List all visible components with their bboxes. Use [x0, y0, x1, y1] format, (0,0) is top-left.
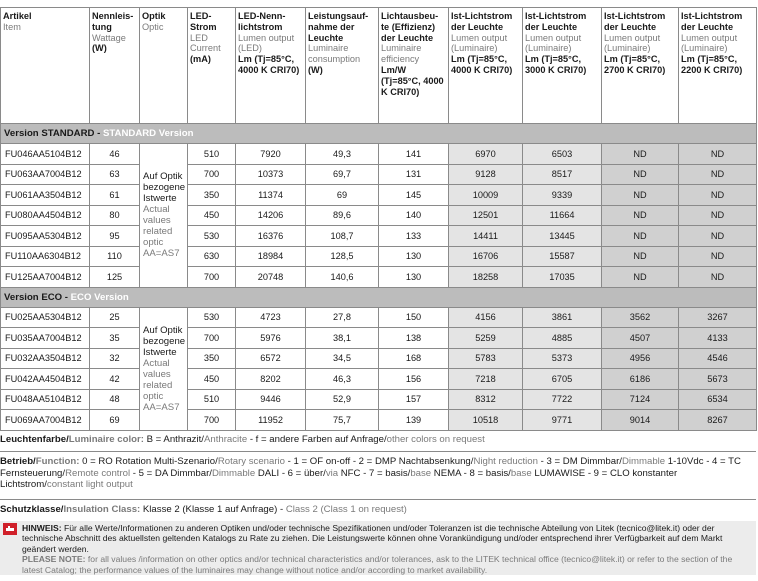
wattage: 110: [90, 246, 140, 267]
function-part-en: Night reduction: [473, 456, 538, 467]
lumen-led: 10373: [236, 164, 306, 185]
column-header: [523, 8, 602, 124]
led-current: 700: [188, 410, 236, 431]
lumen-2700k: ND: [602, 226, 679, 247]
spec-table: [0, 7, 757, 431]
color-text-en: Anthracite: [203, 434, 248, 445]
wattage: 95: [90, 226, 140, 247]
lumen-2200k: 3267: [679, 307, 757, 328]
lumen-2700k: 6186: [602, 369, 679, 390]
column-header: [379, 8, 449, 124]
version-label-en: STANDARD Version: [102, 128, 194, 139]
lumen-3000k: 6503: [523, 144, 602, 165]
table-row: [1, 164, 757, 185]
version-row: [1, 287, 757, 307]
consumption: 140,6: [306, 267, 379, 288]
lumen-2700k: 4956: [602, 348, 679, 369]
column-header-en: Optic: [142, 21, 164, 32]
efficiency: 157: [379, 389, 449, 410]
spec-table-header: [1, 8, 757, 124]
lumen-2200k: ND: [679, 185, 757, 206]
item-code: FU035AA7004B12: [1, 328, 90, 349]
table-row: [1, 185, 757, 206]
column-header-de: LED-Nenn-lichtstrom: [238, 11, 286, 32]
item-code: FU080AA4504B12: [1, 205, 90, 226]
lumen-led: 11952: [236, 410, 306, 431]
notes-divider: [0, 451, 756, 452]
column-header-en: Lumen output (LED): [238, 32, 295, 54]
column-header-en: Lumen output (Luminaire): [604, 32, 661, 54]
color-text2-en: other colors on request: [386, 434, 485, 445]
lumen-2200k: 6534: [679, 389, 757, 410]
lumen-3000k: 9771: [523, 410, 602, 431]
function-part-en: via: [325, 467, 339, 479]
color-text2-de: - f = andere Farben auf Anfrage/: [247, 434, 387, 445]
efficiency: 138: [379, 328, 449, 349]
note-luminaire-color: [0, 434, 756, 446]
function-part-de: - 3 = DM Dimmbar/: [537, 456, 622, 467]
hint-label-de: HINWEIS:: [22, 523, 62, 533]
efficiency: 150: [379, 307, 449, 328]
note-insulation: [0, 504, 756, 516]
column-header-de: Optik: [142, 11, 166, 21]
optic-note: [140, 307, 188, 430]
spec-table-body: [1, 124, 757, 431]
function-part-en: Remote control: [65, 467, 131, 479]
lumen-3000k: 8517: [523, 164, 602, 185]
color-text-de: B = Anthrazit/: [143, 434, 204, 445]
lumen-4000k: 6970: [449, 144, 523, 165]
version-label-sep: -: [94, 128, 103, 139]
hint-box: [0, 521, 756, 575]
led-current: 530: [188, 226, 236, 247]
column-header-unit: (W): [92, 43, 107, 54]
lumen-led: 4723: [236, 307, 306, 328]
led-current: 350: [188, 185, 236, 206]
led-current: 700: [188, 267, 236, 288]
item-code: FU095AA5304B12: [1, 226, 90, 247]
optic-note-de: Auf Optik bezogene Istwerte: [143, 171, 186, 205]
column-header: [140, 8, 188, 124]
wattage: 61: [90, 185, 140, 206]
column-header-unit: Lm (Tj=85°C, 4000 K CRI70): [238, 54, 300, 75]
lumen-4000k: 7218: [449, 369, 523, 390]
lumen-2200k: ND: [679, 226, 757, 247]
wattage: 42: [90, 369, 140, 390]
item-code: FU025AA5304B12: [1, 307, 90, 328]
wattage: 25: [90, 307, 140, 328]
column-header: [90, 8, 140, 124]
lumen-4000k: 10009: [449, 185, 523, 206]
column-header-de: Artikel: [3, 11, 32, 21]
lumen-2700k: ND: [602, 267, 679, 288]
efficiency: 141: [379, 144, 449, 165]
consumption: 108,7: [306, 226, 379, 247]
column-header-en: Lumen output (Luminaire): [451, 32, 508, 54]
function-part-de: 0 = RO Rotation Multi-Szenario/: [82, 456, 218, 467]
lumen-4000k: 16706: [449, 246, 523, 267]
column-header-en: Wattage: [92, 32, 126, 43]
insulation-label-de: Schutzklasse/: [0, 504, 64, 515]
lumen-4000k: 10518: [449, 410, 523, 431]
lumen-2200k: 8267: [679, 410, 757, 431]
item-code: FU063AA7004B12: [1, 164, 90, 185]
header-row: [1, 8, 757, 124]
table-row: [1, 246, 757, 267]
wattage: 32: [90, 348, 140, 369]
item-code: FU046AA5104B12: [1, 144, 90, 165]
lumen-3000k: 6705: [523, 369, 602, 390]
function-part-de: NEMA - 8 = basis/: [431, 467, 511, 479]
led-current: 450: [188, 205, 236, 226]
table-row: [1, 267, 757, 288]
column-header-de: Leistungsauf-nahme der Leuchte: [308, 11, 369, 43]
led-current: 700: [188, 328, 236, 349]
efficiency: 139: [379, 410, 449, 431]
lumen-3000k: 17035: [523, 267, 602, 288]
function-part-en: Dimmable: [211, 467, 256, 479]
optic-note: [140, 144, 188, 288]
led-current: 530: [188, 307, 236, 328]
lumen-led: 7920: [236, 144, 306, 165]
consumption: 89,6: [306, 205, 379, 226]
version-label: [1, 124, 757, 144]
lumen-2700k: 9014: [602, 410, 679, 431]
lumen-3000k: 7722: [523, 389, 602, 410]
version-label-de: Version ECO: [4, 291, 63, 303]
wattage: 125: [90, 267, 140, 288]
lumen-led: 8202: [236, 369, 306, 390]
efficiency: 133: [379, 226, 449, 247]
column-header-de: LED-Strom: [190, 11, 217, 32]
column-header: [602, 8, 679, 124]
consumption: 75,7: [306, 410, 379, 431]
table-row: [1, 389, 757, 410]
version-label-de: Version STANDARD: [4, 128, 95, 139]
lumen-led: 11374: [236, 185, 306, 206]
function-label-de: Betrieb/: [0, 456, 36, 467]
function-part-en: base: [510, 467, 532, 479]
led-current: 350: [188, 348, 236, 369]
version-row: [1, 124, 757, 144]
version-label-sep: -: [62, 291, 71, 303]
lumen-2200k: ND: [679, 205, 757, 226]
version-label-en: ECO Version: [70, 291, 129, 303]
item-code: FU069AA7004B12: [1, 410, 90, 431]
table-row: [1, 328, 757, 349]
lumen-3000k: 3861: [523, 307, 602, 328]
consumption: 69: [306, 185, 379, 206]
lumen-2200k: ND: [679, 267, 757, 288]
optic-note-en: Actual values related optic AA=AS7: [143, 204, 180, 260]
warning-hand-icon: [3, 523, 17, 535]
lumen-led: 9446: [236, 389, 306, 410]
led-current: 450: [188, 369, 236, 390]
column-header: [449, 8, 523, 124]
consumption: 27,8: [306, 307, 379, 328]
function-part-de: NFC - 7 = basis/: [338, 467, 411, 479]
consumption: 34,5: [306, 348, 379, 369]
column-header-de: Ist-Lichtstrom der Leuchte: [604, 11, 666, 32]
efficiency: 130: [379, 267, 449, 288]
lumen-2200k: ND: [679, 164, 757, 185]
column-header-de: Ist-Lichtstrom der Leuchte: [451, 11, 513, 32]
lumen-2200k: 5673: [679, 369, 757, 390]
column-header-de: Ist-Lichtstrom der Leuchte: [681, 11, 743, 32]
lumen-3000k: 5373: [523, 348, 602, 369]
wattage: 48: [90, 389, 140, 410]
lumen-4000k: 4156: [449, 307, 523, 328]
lumen-2700k: ND: [602, 185, 679, 206]
table-row: [1, 369, 757, 390]
insulation-text-de: Klasse 2 (Klasse 1 auf Anfrage) -: [140, 504, 286, 515]
lumen-2700k: ND: [602, 246, 679, 267]
column-header-unit: Lm (Tj=85°C, 3000 K CRI70): [525, 54, 587, 75]
color-label-en: Luminaire color:: [68, 434, 144, 445]
notes-divider: [0, 430, 756, 431]
table-row: [1, 410, 757, 431]
optic-note-en: Actual values related optic AA=AS7: [143, 357, 180, 413]
consumption: 52,9: [306, 389, 379, 410]
lumen-2200k: ND: [679, 144, 757, 165]
led-current: 510: [188, 389, 236, 410]
function-part-de: DALI - 6 = über/: [255, 467, 326, 479]
column-header: [679, 8, 757, 124]
column-header-en: Luminaire efficiency: [381, 43, 422, 65]
lumen-4000k: 5259: [449, 328, 523, 349]
item-code: FU048AA5104B12: [1, 389, 90, 410]
column-header: [1, 8, 90, 124]
led-current: 510: [188, 144, 236, 165]
lumen-led: 18984: [236, 246, 306, 267]
efficiency: 131: [379, 164, 449, 185]
column-header-en: Luminaire consumption: [308, 43, 361, 65]
column-header-de: Ist-Lichtstrom der Leuchte: [525, 11, 587, 32]
color-label-de: Leuchtenfarbe/: [0, 434, 69, 445]
lumen-4000k: 12501: [449, 205, 523, 226]
lumen-2700k: ND: [602, 144, 679, 165]
lumen-2700k: 4507: [602, 328, 679, 349]
column-header: [306, 8, 379, 124]
lumen-2700k: 7124: [602, 389, 679, 410]
column-header-unit: Lm (Tj=85°C, 2200 K CRI70): [681, 54, 743, 75]
consumption: 49,3: [306, 144, 379, 165]
insulation-text-en: Class 2 (Class 1 on request): [285, 504, 407, 515]
hint-label-en: PLEASE NOTE:: [22, 554, 86, 565]
wattage: 35: [90, 328, 140, 349]
consumption: 38,1: [306, 328, 379, 349]
column-header-unit: Lm (Tj=85°C, 2700 K CRI70): [604, 54, 666, 75]
function-part-de: 1-10Vdc - 4 = TC Fernsteuerung/: [0, 456, 741, 479]
column-header: [188, 8, 236, 124]
column-header-en: Lumen output (Luminaire): [681, 32, 738, 54]
item-code: FU032AA3504B12: [1, 348, 90, 369]
column-header-de: Lichtausbeu-te (Effizienz) der Leuchte: [381, 11, 439, 43]
efficiency: 130: [379, 246, 449, 267]
notes-divider: [0, 499, 756, 500]
consumption: 69,7: [306, 164, 379, 185]
table-row: [1, 226, 757, 247]
lumen-3000k: 15587: [523, 246, 602, 267]
column-header-unit: Lm/W (Tj=85°C, 4000 K CRI70): [381, 64, 444, 97]
column-header: [236, 8, 306, 124]
hint-text: [22, 523, 752, 575]
lumen-2200k: 4546: [679, 348, 757, 369]
lumen-4000k: 14411: [449, 226, 523, 247]
lumen-2200k: ND: [679, 246, 757, 267]
wattage: 80: [90, 205, 140, 226]
column-header-en: Lumen output (Luminaire): [525, 32, 582, 54]
item-code: FU110AA6304B12: [1, 246, 90, 267]
column-header-unit: (W): [308, 64, 323, 75]
wattage: 46: [90, 144, 140, 165]
lumen-4000k: 18258: [449, 267, 523, 288]
table-row: [1, 144, 757, 165]
hint-text-en: for all values /information on other optics and/or technical characteristics and/or tolerances, ask to the LITEK technical office (tecnico@litek.it) or refer to the section of the latest Catalog; the performance values of the luminaires may change without notice and/or according to market availability.: [22, 554, 733, 575]
item-code: FU061AA3504B12: [1, 185, 90, 206]
function-label-en: Function:: [35, 456, 80, 467]
note-function: [0, 456, 756, 491]
function-part-de: - 5 = DA Dimmbar/: [130, 467, 212, 479]
consumption: 46,3: [306, 369, 379, 390]
table-row: [1, 205, 757, 226]
efficiency: 140: [379, 205, 449, 226]
function-part-en: constant light output: [46, 479, 133, 490]
lumen-led: 16376: [236, 226, 306, 247]
function-part-en: Rotary scenario: [217, 456, 286, 467]
lumen-2700k: ND: [602, 205, 679, 226]
column-header-unit: (mA): [190, 54, 211, 65]
lumen-3000k: 11664: [523, 205, 602, 226]
lumen-3000k: 9339: [523, 185, 602, 206]
wattage: 63: [90, 164, 140, 185]
lumen-led: 5976: [236, 328, 306, 349]
led-current: 630: [188, 246, 236, 267]
lumen-4000k: 8312: [449, 389, 523, 410]
function-part-en: base: [410, 467, 432, 479]
lumen-4000k: 9128: [449, 164, 523, 185]
item-code: FU125AA7004B12: [1, 267, 90, 288]
lumen-3000k: 4885: [523, 328, 602, 349]
lumen-2200k: 4133: [679, 328, 757, 349]
column-header-en: Item: [3, 21, 21, 32]
lumen-4000k: 5783: [449, 348, 523, 369]
wattage: 69: [90, 410, 140, 431]
lumen-led: 20748: [236, 267, 306, 288]
column-header-en: LED Current: [190, 32, 221, 54]
version-label: [1, 287, 757, 307]
item-code: FU042AA4504B12: [1, 369, 90, 390]
table-row: [1, 307, 757, 328]
function-part-de: - 1 = OF on-off - 2 = DMP Nachtabsenkung/: [285, 456, 474, 467]
consumption: 128,5: [306, 246, 379, 267]
efficiency: 145: [379, 185, 449, 206]
efficiency: 156: [379, 369, 449, 390]
function-part-de: LUMAWISE - 9 = CLO konstanter Lichtstrom/: [0, 467, 678, 490]
insulation-label-en: Insulation Class:: [63, 504, 141, 515]
led-current: 700: [188, 164, 236, 185]
column-header-unit: Lm (Tj=85°C, 4000 K CRI70): [451, 54, 513, 75]
optic-note-de: Auf Optik bezogene Istwerte: [143, 324, 186, 358]
lumen-2700k: ND: [602, 164, 679, 185]
lumen-led: 14206: [236, 205, 306, 226]
lumen-3000k: 13445: [523, 226, 602, 247]
function-part-en: Dimmable: [621, 456, 666, 467]
table-row: [1, 348, 757, 369]
hint-text-de: Für alle Werte/Informationen zu anderen Optiken und/oder technische Spezifikationen und/oder Toleranzen ist die technische Abteilung von Litek (tecnico@litek.it) oder der technische Abschnitt des aktuellsten geltenden Katalogs zu Rate zu ziehen. Die Leistungswerte können ohne Vorankündigung und/oder entsprechend ihrer Verfügbarkeit auf dem Markt geändert werden.: [22, 523, 723, 554]
efficiency: 168: [379, 348, 449, 369]
lumen-led: 6572: [236, 348, 306, 369]
column-header-de: Nennleis-tung: [92, 11, 134, 32]
lumen-2700k: 3562: [602, 307, 679, 328]
